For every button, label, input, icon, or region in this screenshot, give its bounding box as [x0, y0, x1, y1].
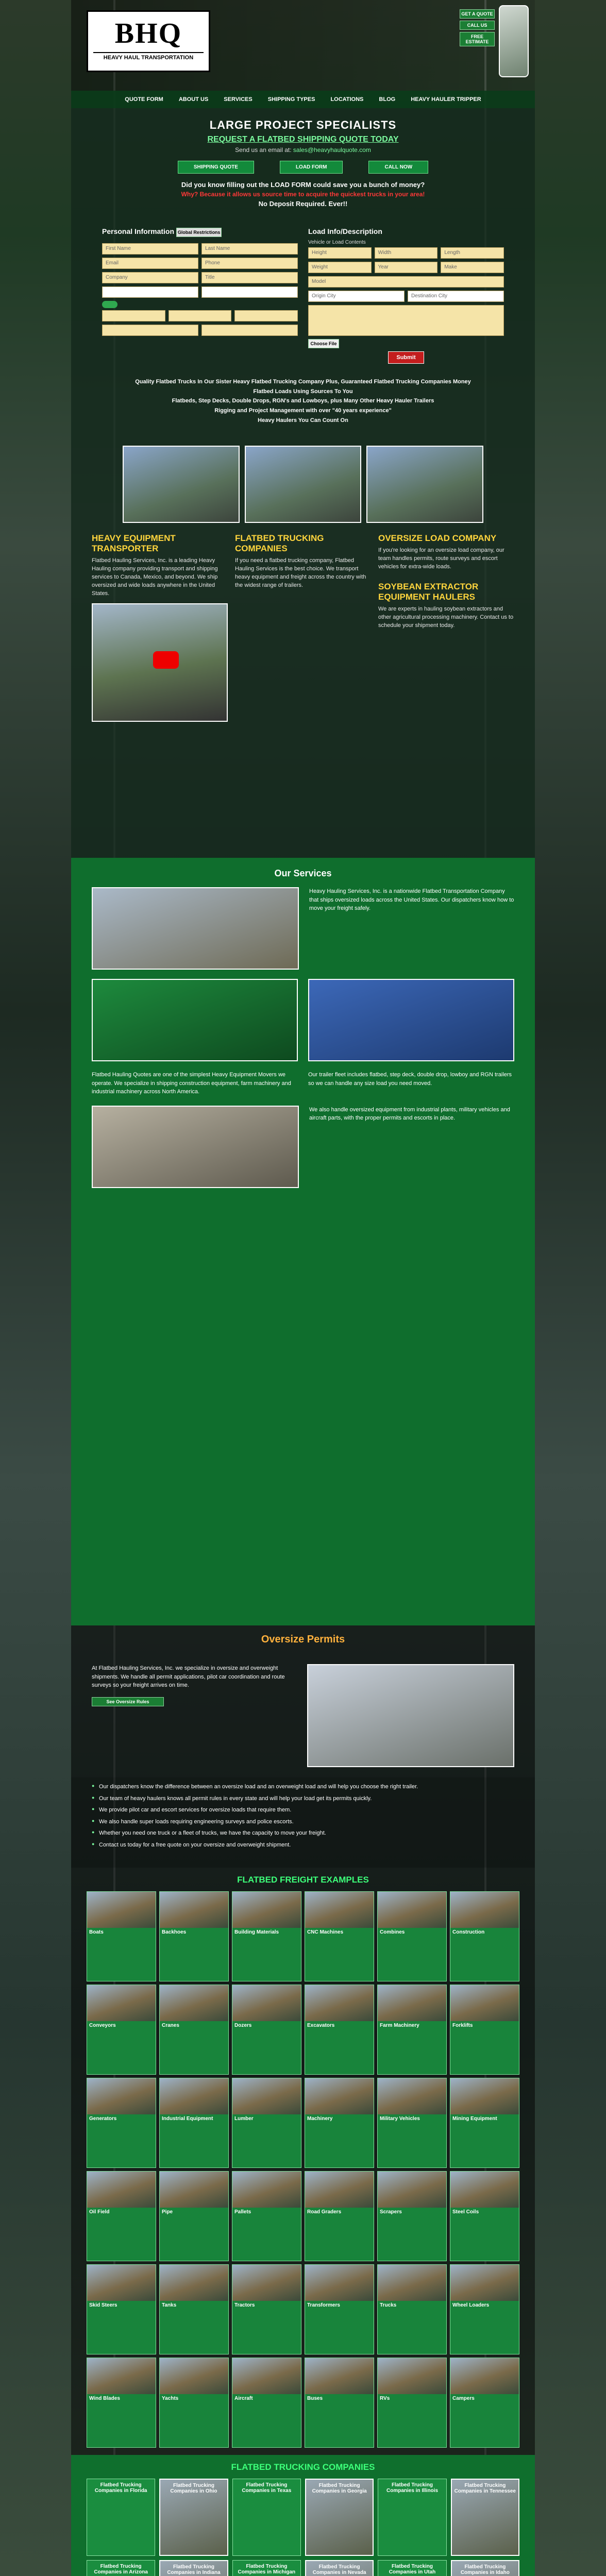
example-text: [232, 2123, 301, 2167]
example-text: [87, 2310, 156, 2354]
example-text: [450, 2216, 519, 2261]
service-paragraph-1: Heavy Hauling Services, Inc. is a nationwide Flatbed Transportation Company that ships oversized loads across the United States. Our dispatchers know how to move your freight safely.: [309, 888, 514, 912]
example-text: [378, 2216, 446, 2261]
example-photo: [87, 1892, 156, 1928]
example-text: [450, 2310, 519, 2354]
example-card[interactable]: [159, 2171, 229, 2261]
service-title-soybean: SOYBEAN EXTRACTOR EQUIPMENT HAULERS: [378, 582, 479, 602]
example-card[interactable]: [377, 2078, 447, 2168]
example-photo: [450, 2358, 519, 2394]
example-card[interactable]: [305, 1891, 374, 1981]
oversize-permits: [71, 1625, 535, 1868]
email-field[interactable]: Email: [102, 258, 198, 269]
service-text-oversize: If you're looking for an oversize load company, our team handles permits, route surveys and escort vehicles for extra-wide loads.: [378, 547, 504, 570]
why-text: Why? Because it allows us source time to acquire the quickest trucks in your area!: [181, 191, 425, 198]
service-image-2: [92, 979, 298, 1061]
example-photo: [378, 1892, 446, 1928]
example-title: Steel Coils: [452, 2209, 479, 2215]
oversize-image: [307, 1664, 514, 1767]
example-text: [378, 2030, 446, 2074]
example-title: Construction: [452, 1929, 485, 1936]
quote-button-3[interactable]: FREE ESTIMATE: [460, 32, 495, 46]
oversize-intro: [71, 1654, 535, 1777]
example-text: [87, 2030, 156, 2074]
company-card[interactable]: Flatbed Trucking Companies in Florida: [87, 2479, 155, 2556]
load-form-button[interactable]: LOAD FORM: [280, 161, 343, 174]
company-card[interactable]: Flatbed Trucking Companies in Texas: [232, 2479, 301, 2556]
example-card[interactable]: [232, 1891, 301, 1981]
example-text: [232, 2310, 301, 2354]
example-photo: [160, 1985, 228, 2021]
personal-info-title: Personal Information Global Restrictions: [102, 227, 298, 239]
example-card[interactable]: [232, 1985, 301, 2075]
example-title: Tanks: [162, 2302, 177, 2309]
title-field[interactable]: Title: [201, 272, 298, 283]
example-title: Yachts: [162, 2396, 179, 2402]
quote-button-2[interactable]: CALL US: [460, 21, 495, 30]
example-photo: [232, 1892, 301, 1928]
load-info-title: Load Info/Description: [308, 227, 382, 235]
phone-field[interactable]: Phone: [201, 258, 298, 269]
extra-field-5[interactable]: [234, 310, 298, 321]
example-text: [232, 1937, 301, 1981]
example-card[interactable]: [450, 2264, 519, 2354]
oversize-bullet: ● Our team of heavy haulers knows all permit rules in every state and will help your load get its permits quickly.: [92, 1794, 514, 1803]
example-photo: [305, 2078, 374, 2114]
example-card[interactable]: [377, 2358, 447, 2448]
example-title: Trucks: [380, 2302, 397, 2309]
make-field[interactable]: Make: [441, 262, 504, 273]
disclaimer: [71, 377, 535, 435]
example-text: [232, 2216, 301, 2261]
our-services-title: Our Services: [274, 868, 332, 879]
example-title: RVs: [380, 2396, 390, 2402]
company-card[interactable]: Flatbed Trucking Companies in Tennessee: [451, 2479, 519, 2556]
example-photo: [450, 1892, 519, 1928]
example-title: CNC Machines: [307, 1929, 344, 1936]
example-text: [450, 1937, 519, 1981]
load-info-column: [308, 223, 504, 367]
example-title: Dozers: [234, 2023, 252, 2029]
example-card[interactable]: [450, 2358, 519, 2448]
example-text: [450, 2123, 519, 2167]
example-card[interactable]: [232, 2078, 301, 2168]
example-card[interactable]: [450, 2078, 519, 2168]
example-title: Pipe: [162, 2209, 173, 2215]
example-card[interactable]: [232, 2358, 301, 2448]
nav-item-blog[interactable]: BLOG: [379, 96, 396, 103]
global-restrictions-pill[interactable]: Global Restrictions: [176, 228, 222, 237]
example-title: Boats: [89, 1929, 104, 1936]
example-title: Aircraft: [234, 2396, 253, 2402]
example-text: [305, 2403, 374, 2447]
company-card[interactable]: Flatbed Trucking Companies in Utah: [378, 2560, 446, 2576]
example-card[interactable]: [305, 2264, 374, 2354]
service-paragraph-3: Our trailer fleet includes flatbed, step deck, double drop, lowboy and RGN trailers so we can handle any size load you need moved.: [308, 1072, 512, 1087]
example-photo: [305, 2358, 374, 2394]
example-card[interactable]: [87, 2171, 156, 2261]
example-card[interactable]: [159, 1891, 229, 1981]
site-logo[interactable]: [87, 10, 210, 72]
company-card[interactable]: Flatbed Trucking Companies in Arizona: [87, 2560, 155, 2576]
example-text: [305, 2030, 374, 2074]
example-title: Tractors: [234, 2302, 255, 2309]
example-photo: [305, 2172, 374, 2208]
service-image-4: [92, 1106, 299, 1188]
year-field[interactable]: Year: [375, 262, 438, 273]
example-text: [232, 2030, 301, 2074]
example-card[interactable]: [305, 2171, 374, 2261]
service-text-soybean: We are experts in hauling soybean extractors and other agricultural processing machinery. Contact us to schedule your shipment today.: [378, 606, 514, 629]
main-nav: [71, 91, 535, 108]
toggle-label: [102, 301, 298, 308]
service-title-oversize: OVERSIZE LOAD COMPANY: [378, 533, 497, 544]
trucking-companies: [71, 2455, 535, 2576]
companies-grid: [87, 2479, 519, 2576]
shipping-quote-button[interactable]: SHIPPING QUOTE: [178, 161, 254, 174]
oversize-bullet: ● Our dispatchers know the difference between an oversize load and an overweight load and will help you choose the right trailer.: [92, 1783, 514, 1791]
example-text: [305, 2123, 374, 2167]
call-now-button[interactable]: CALL NOW: [368, 161, 428, 174]
example-photo: [232, 2358, 301, 2394]
example-photo: [232, 2172, 301, 2208]
example-card[interactable]: [87, 2078, 156, 2168]
example-title: Mining Equipment: [452, 2116, 497, 2122]
logo-subtitle: HEAVY HAUL TRANSPORTATION: [93, 52, 204, 61]
example-photo: [232, 2265, 301, 2301]
example-title: Building Materials: [234, 1929, 279, 1936]
example-text: [305, 2216, 374, 2261]
service-paragraph-2: Flatbed Hauling Quotes are one of the simplest Heavy Equipment Movers we operate. We specialize in shipping construction equipment, farm machinery and industrial machinery across North America.: [92, 1072, 291, 1095]
example-text: [160, 1937, 228, 1981]
nav-item-tripper[interactable]: HEAVY HAULER TRIPPER: [411, 96, 481, 103]
example-text: [378, 1937, 446, 1981]
example-title: Oil Field: [89, 2209, 110, 2215]
example-text: [378, 2310, 446, 2354]
service-image-3: [308, 979, 514, 1061]
site-header: [71, 0, 535, 108]
example-photo: [378, 2265, 446, 2301]
example-card[interactable]: [377, 2171, 447, 2261]
toggle-switch[interactable]: [102, 301, 117, 308]
nav-item-services[interactable]: SERVICES: [224, 96, 252, 103]
origin-city-field[interactable]: Origin City: [308, 291, 405, 302]
example-text: [160, 2030, 228, 2074]
example-title: Backhoes: [162, 1929, 187, 1936]
example-photo: [305, 1892, 374, 1928]
example-card[interactable]: [377, 1985, 447, 2075]
nav-item-shipping-types[interactable]: SHIPPING TYPES: [267, 96, 315, 103]
service-paragraph-4: We also handle oversized equipment from industrial plants, military vehicles and aircraft parts, with the proper permits and escorts in place.: [309, 1106, 510, 1122]
example-title: Military Vehicles: [380, 2116, 420, 2122]
example-card[interactable]: [159, 2358, 229, 2448]
description-textarea[interactable]: [308, 305, 504, 336]
oversize-bullet: ● We provide pilot car and escort services for oversize loads that require them.: [92, 1806, 514, 1815]
service-title-heavy-equipment: HEAVY EQUIPMENT TRANSPORTER: [92, 533, 176, 554]
example-photo: [378, 2078, 446, 2114]
oversize-paragraph: At Flatbed Hauling Services, Inc. we specialize in oversize and overweight shipments. We handle all permit applications, pilot car coordination and route surveys so your freight arrives on time.: [92, 1665, 285, 1689]
truck-image-3: [366, 446, 483, 523]
example-photo: [87, 2078, 156, 2114]
example-title: Scrapers: [380, 2209, 402, 2215]
example-title: Conveyors: [89, 2023, 116, 2029]
company-card[interactable]: Flatbed Trucking Companies in Indiana: [159, 2560, 228, 2576]
example-title: Farm Machinery: [380, 2023, 419, 2029]
example-photo: [87, 2265, 156, 2301]
example-text: [87, 2123, 156, 2167]
company-card[interactable]: Flatbed Trucking Companies in Ohio: [159, 2479, 228, 2556]
example-text: [87, 2216, 156, 2261]
oversize-title: Oversize Permits: [71, 1625, 535, 1654]
example-photo: [450, 1985, 519, 2021]
example-card[interactable]: [159, 2264, 229, 2354]
submit-button[interactable]: Submit: [388, 351, 424, 364]
large-project-title: LARGE PROJECT SPECIALISTS: [209, 118, 397, 131]
example-photo: [450, 2172, 519, 2208]
example-card[interactable]: [305, 2358, 374, 2448]
extra-field-3[interactable]: [102, 310, 165, 321]
example-card[interactable]: [450, 2171, 519, 2261]
width-field[interactable]: Width: [375, 247, 438, 259]
video-player[interactable]: [92, 603, 228, 722]
example-photo: [378, 2358, 446, 2394]
flatbed-examples-title: FLATBED FREIGHT EXAMPLES: [237, 1875, 369, 1885]
example-text: [160, 2123, 228, 2167]
example-photo: [87, 2172, 156, 2208]
example-card[interactable]: [377, 2264, 447, 2354]
example-card[interactable]: [232, 2264, 301, 2354]
email-link[interactable]: sales@heavyhaulquote.com: [293, 146, 371, 154]
example-text: [87, 2403, 156, 2447]
example-title: Road Graders: [307, 2209, 342, 2215]
example-card[interactable]: [87, 1891, 156, 1981]
extra-field-6[interactable]: [102, 325, 198, 336]
extra-field-4[interactable]: [169, 310, 232, 321]
examples-grid: [87, 1891, 519, 2448]
company-card[interactable]: Flatbed Trucking Companies in Nevada: [305, 2560, 374, 2576]
example-text: [160, 2310, 228, 2354]
example-photo: [232, 2078, 301, 2114]
disclaimer-line-3: Flatbeds, Step Decks, Double Drops, RGN's and Lowboys, plus Many Other Heavy Hauler Trailers: [172, 398, 434, 404]
truck-image-1: [123, 446, 240, 523]
did-you-know: Did you know filling out the LOAD FORM could save you a bunch of money?: [181, 181, 425, 189]
example-card[interactable]: [232, 2171, 301, 2261]
example-card[interactable]: [450, 1985, 519, 2075]
company-card[interactable]: Flatbed Trucking Companies in Illinois: [378, 2479, 446, 2556]
service-text-heavy-equipment: Flatbed Hauling Services, Inc. is a leading Heavy Hauling company providing transport and shipping services to Canada, Mexico, and beyond. We ship oversized and wide loads anywhere in the United States.: [92, 557, 218, 597]
example-photo: [87, 1985, 156, 2021]
quote-buttons: [460, 9, 495, 48]
example-title: Cranes: [162, 2023, 179, 2029]
example-title: Wind Blades: [89, 2396, 120, 2402]
disclaimer-line-1: Quality Flatbed Trucks In Our Sister Heavy Flatbed Trucking Company Plus, Guaranteed Flatbed Trucking Companies Money: [135, 379, 471, 385]
company-field[interactable]: Company: [102, 272, 198, 283]
extra-field-7[interactable]: [201, 325, 298, 336]
example-text: [378, 2403, 446, 2447]
example-title: Forklifts: [452, 2023, 473, 2029]
phone-image: [499, 5, 529, 77]
large-project-section: [71, 108, 535, 218]
first-name-field[interactable]: First Name: [102, 243, 198, 255]
example-text: [160, 2403, 228, 2447]
example-photo: [378, 1985, 446, 2021]
example-card[interactable]: [159, 2078, 229, 2168]
example-text: [87, 1937, 156, 1981]
disclaimer-line-5: Heavy Haulers You Can Count On: [258, 417, 348, 423]
quote-button-1[interactable]: GET A QUOTE: [460, 9, 495, 19]
nav-item-locations[interactable]: LOCATIONS: [330, 96, 364, 103]
example-card[interactable]: [159, 1985, 229, 2075]
disclaimer-line-2: Flatbed Loads Using Sources To You: [253, 388, 353, 395]
example-text: [305, 1937, 374, 1981]
truck-image-2: [245, 446, 362, 523]
play-icon[interactable]: [153, 651, 179, 669]
company-card[interactable]: Flatbed Trucking Companies in Michigan: [232, 2560, 301, 2576]
example-card[interactable]: [305, 2078, 374, 2168]
company-card[interactable]: Flatbed Trucking Companies in Georgia: [305, 2479, 374, 2556]
example-card[interactable]: [305, 1985, 374, 2075]
flatbed-examples: [71, 1868, 535, 2455]
example-photo: [305, 1985, 374, 2021]
trucking-companies-title: FLATBED TRUCKING COMPANIES: [231, 2462, 375, 2472]
oversize-rules-button[interactable]: See Oversize Rules: [92, 1697, 164, 1706]
last-name-field[interactable]: Last Name: [201, 243, 298, 255]
example-text: [450, 2030, 519, 2074]
example-card[interactable]: [377, 1891, 447, 1981]
example-photo: [160, 2078, 228, 2114]
example-photo: [232, 1985, 301, 2021]
oversize-bullet: ● We also handle super loads requiring engineering surveys and police escorts.: [92, 1818, 514, 1826]
example-card[interactable]: [450, 1891, 519, 1981]
choose-file-button[interactable]: Choose File: [308, 339, 339, 348]
oversize-bullet: ● Whether you need one truck or a fleet of trucks, we have the capacity to move your freight.: [92, 1829, 514, 1838]
quote-form-section: [71, 218, 535, 435]
logo-text: BHQ: [114, 18, 182, 49]
example-title: Pallets: [234, 2209, 251, 2215]
personal-info-column: [102, 223, 298, 367]
example-title: Excavators: [307, 2023, 335, 2029]
example-photo: [378, 2172, 446, 2208]
example-text: [305, 2310, 374, 2354]
example-title: Skid Steers: [89, 2302, 117, 2309]
example-photo: [305, 2265, 374, 2301]
extra-field-2[interactable]: [201, 286, 298, 298]
example-photo: [160, 2358, 228, 2394]
example-photo: [87, 2358, 156, 2394]
example-title: Buses: [307, 2396, 323, 2402]
example-photo: [450, 2078, 519, 2114]
example-text: [450, 2403, 519, 2447]
example-title: Transformers: [307, 2302, 340, 2309]
cta-buttons: [92, 161, 514, 174]
example-title: Combines: [380, 1929, 405, 1936]
example-title: Campers: [452, 2396, 475, 2402]
destination-city-field[interactable]: Destination City: [408, 291, 504, 302]
oversize-bullet: ● Contact us today for a free quote on your oversize and overweight shipment.: [92, 1841, 514, 1850]
example-title: Lumber: [234, 2116, 254, 2122]
example-photo: [160, 1892, 228, 1928]
example-text: [232, 2403, 301, 2447]
example-photo: [450, 2265, 519, 2301]
weight-field[interactable]: Weight: [308, 262, 372, 273]
company-card[interactable]: Flatbed Trucking Companies in Idaho: [451, 2560, 519, 2576]
model-field[interactable]: Model: [308, 276, 504, 287]
example-title: Wheel Loaders: [452, 2302, 490, 2309]
quote-form: [102, 218, 504, 377]
example-card[interactable]: [87, 2358, 156, 2448]
oversize-list: [71, 1777, 535, 1868]
page-wrapper: [71, 0, 535, 2576]
example-card[interactable]: [87, 1985, 156, 2075]
services-intro: [71, 435, 535, 858]
service-image-1: [92, 887, 299, 970]
nav-item-quote-form[interactable]: QUOTE FORM: [125, 96, 163, 103]
extra-field-1[interactable]: [102, 286, 198, 298]
email-line: Send us an email at: sales@heavyhaulquote.com: [235, 146, 371, 154]
request-quote-link[interactable]: REQUEST A FLATBED SHIPPING QUOTE TODAY: [207, 135, 399, 144]
example-text: [378, 2123, 446, 2167]
truck-images: [71, 435, 535, 533]
example-title: Generators: [89, 2116, 117, 2122]
example-title: Machinery: [307, 2116, 333, 2122]
example-card[interactable]: [87, 2264, 156, 2354]
example-title: Industrial Equipment: [162, 2116, 213, 2122]
service-text-flatbed-companies: If you need a flatbed trucking company, Flatbed Hauling Services is the best choice. We transport heavy equipment and freight across the country with the widest range of trailers.: [235, 557, 366, 589]
height-field[interactable]: Height: [308, 247, 372, 259]
nav-item-about[interactable]: ABOUT US: [178, 96, 209, 103]
example-photo: [160, 2265, 228, 2301]
no-deposit: No Deposit Required. Ever!!: [258, 200, 348, 208]
service-title-flatbed-companies: FLATBED TRUCKING COMPANIES: [235, 533, 324, 554]
our-services: [71, 858, 535, 1625]
disclaimer-line-4: Rigging and Project Management with over "40 years experience": [214, 408, 392, 414]
example-photo: [160, 2172, 228, 2208]
vehicle-label: Vehicle or Load Contents: [308, 240, 366, 245]
services-columns: [71, 533, 535, 737]
example-text: [160, 2216, 228, 2261]
length-field[interactable]: Length: [441, 247, 504, 259]
